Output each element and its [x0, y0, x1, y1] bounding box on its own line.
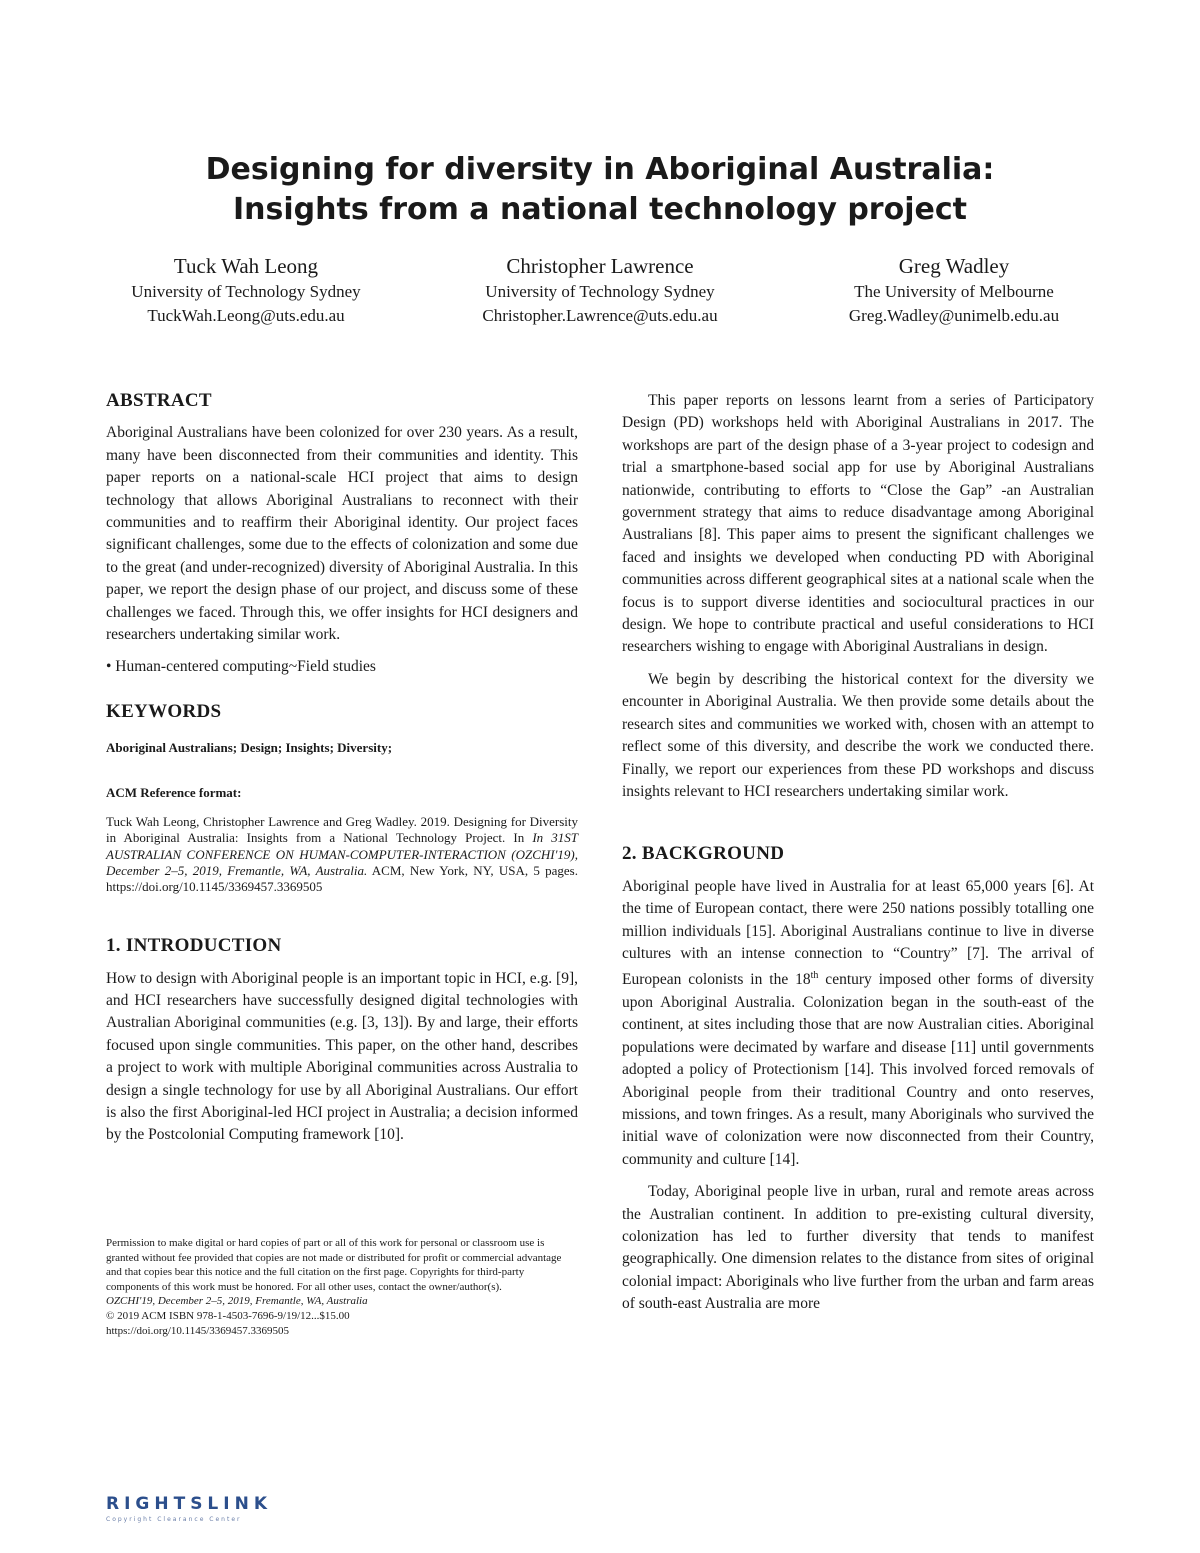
rightslink-logo[interactable]: RIGHTSLINK	[106, 1494, 272, 1514]
copyright-line: © 2019 ACM ISBN 978-1-4503-7696-9/19/12...$15.00	[106, 1309, 350, 1322]
author-affiliation: University of Technology Sydney	[131, 282, 361, 301]
author-name: Tuck Wah Leong	[173, 254, 319, 278]
author-email: Greg.Wadley@unimelb.edu.au	[848, 306, 1060, 325]
doi-link[interactable]: https://doi.org/10.1145/3369457.3369505	[106, 1324, 290, 1337]
author-email: TuckWah.Leong@uts.edu.au	[147, 306, 345, 325]
permission-notice: Permission to make digital or hard copies of part or all of this work for personal or classroom use is granted without fee provided that copies are not made or distributed for profit or commercial advantage and that copies bear this notice and the full citation on the first page. Copyrights for third-party components of this work must be honored. For all other uses, contact the owner/author(s).	[106, 1237, 562, 1293]
superscript: th	[810, 970, 819, 982]
author-affiliation: The University of Melbourne	[854, 282, 1054, 301]
background-heading: 2. BACKGROUND	[622, 843, 785, 865]
rightslink-logo-subtext: Copyright Clearance Center	[106, 1516, 242, 1523]
acm-reference-start: Tuck Wah Leong, Christopher Lawrence and Greg Wadley. 2019. Designing for Diversity in Aboriginal Australia: Insights from a National Technology Project. In	[106, 814, 578, 846]
introduction-text: How to design with Aboriginal people is an important topic in HCI, e.g. [9], and HCI researchers have successfully designed digital technologies with Australian Aboriginal communities (e.g. [3, 13]). By and large, their efforts focused upon single communities. This paper, on the other hand, describes a project to work with multiple Aboriginal communities across Australia to design a single technology for use by all Aboriginal Australians. Our effort is also the first Aboriginal-led HCI project in Australia; a decision informed by the Postcolonial Computing framework [10].	[106, 969, 578, 1144]
introduction-heading: 1. INTRODUCTION	[106, 935, 282, 957]
acm-reference-venue: In 31ST AUSTRALIAN CONFERENCE ON HUMAN-COMPUTER-INTERACTION (OZCHI'19), December 2–5, 2019, Fremantle, WA, Australia.	[106, 830, 578, 878]
paper-title	[0, 150, 1200, 230]
acm-reference-heading: ACM Reference format:	[106, 784, 242, 800]
background-p1-end: century imposed other forms of diversity upon Aboriginal Australia. Colonization began in the south-east of the continent, at sites including those that are now Australian cities. Aboriginal populations were decimated by warfare and disease [11] until governments adopted a policy of Protectionism [14]. This involved forced removals of Aboriginal people from their traditional Country and onto reserves, missions, and town fringes. As a result, many Aboriginals who survived the initial wave of colonization were now disconnected from their Country, community and culture [14].	[622, 971, 1094, 1168]
background-paragraph-1	[622, 876, 1094, 1171]
author-block	[56, 252, 436, 328]
background-p1-start: Aboriginal people have lived in Australia for at least 65,000 years [6]. At the time of European contact, there were 250 nations possibly totalling one million individuals [15]. Aboriginal Australians continue to live in diverse cultures with an intense connection to “Country” [7]. The arrival of European colonists in the 18	[622, 877, 1094, 989]
conference-info: OZCHI'19, December 2–5, 2019, Fremantle, WA, Australia	[106, 1295, 368, 1308]
author-affiliation: University of Technology Sydney	[485, 282, 715, 301]
paper-title-line-2: Insights from a national technology project	[233, 192, 967, 227]
left-column	[106, 390, 578, 1147]
background-paragraph-2: Today, Aboriginal people live in urban, rural and remote areas across the Australian continent. In addition to pre-existing cultural diversity, colonization has led to further diversity that tends to manifest geographically. One dimension relates to the distance from sites of original colonial impact: Aboriginals who live further from the urban and farm areas of south-east Australia are more	[622, 1183, 1094, 1313]
author-email: Christopher.Lawrence@uts.edu.au	[482, 306, 718, 325]
copyright-footnote	[106, 1236, 578, 1338]
abstract-heading: ABSTRACT	[106, 390, 212, 411]
author-name: Christopher Lawrence	[506, 254, 694, 278]
intro-paragraph-3: We begin by describing the historical context for the diversity we encounter in Aboriginal Australia. We then provide some details about the research sites and communities we worked with, chosen with an attempt to reflect some of this diversity, and describe the work we conducted there. Finally, we report our experiences from these PD workshops and discuss insights relevant to HCI researchers undertaking similar work.	[622, 670, 1094, 800]
abstract-text: Aboriginal Australians have been colonized for over 230 years. As a result, many have been disconnected from their communities and identity. This paper reports on a national-scale HCI project that aims to design technology that allows Aboriginal Australians to reconnect with their communities and to reaffirm their Aboriginal identity. Our project faces significant challenges, some due to the effects of colonization and some due to the great (and under-recognized) diversity of Aboriginal Australia. In this paper, we report the design phase of our project, and discuss some of these challenges we faced. Through this, we offer insights for HCI designers and researchers undertaking similar work.	[106, 424, 578, 644]
acm-reference-text	[106, 814, 578, 895]
author-name: Greg Wadley	[898, 254, 1010, 278]
keywords-text: Aboriginal Australians; Design; Insights; Diversity;	[106, 740, 393, 756]
intro-paragraph-2: This paper reports on lessons learnt from a series of Participatory Design (PD) workshops held with Aboriginal Australians in 2017. The workshops are part of the design phase of a 3-year project to codesign and trial a smartphone-based social app for use by Aboriginal Australians nationwide, contributing to efforts to “Close the Gap” -an Australian government strategy that aims to reduce disadvantage among Aboriginal Australians [8]. This paper aims to present the significant challenges we faced and insights we developed when conducting PD with Aboriginal communities across different geographical sites at a national scale when the focus is to support diverse identities and sociocultural practices in our design. We hope to contribute practical and useful considerations to HCI researchers wishing to engage with Aboriginal Australians in design.	[622, 392, 1094, 656]
ccs-concepts: • Human-centered computing~Field studies	[106, 658, 376, 676]
right-column	[622, 390, 1094, 1316]
acm-reference-end: ACM, New York, NY, USA, 5 pages. https://doi.org/10.1145/3369457.3369505	[106, 862, 578, 894]
keywords-heading: KEYWORDS	[106, 700, 222, 722]
author-block	[764, 252, 1144, 328]
author-block	[410, 252, 790, 328]
paper-title-line-1: Designing for diversity in Aboriginal Australia:	[205, 152, 995, 187]
